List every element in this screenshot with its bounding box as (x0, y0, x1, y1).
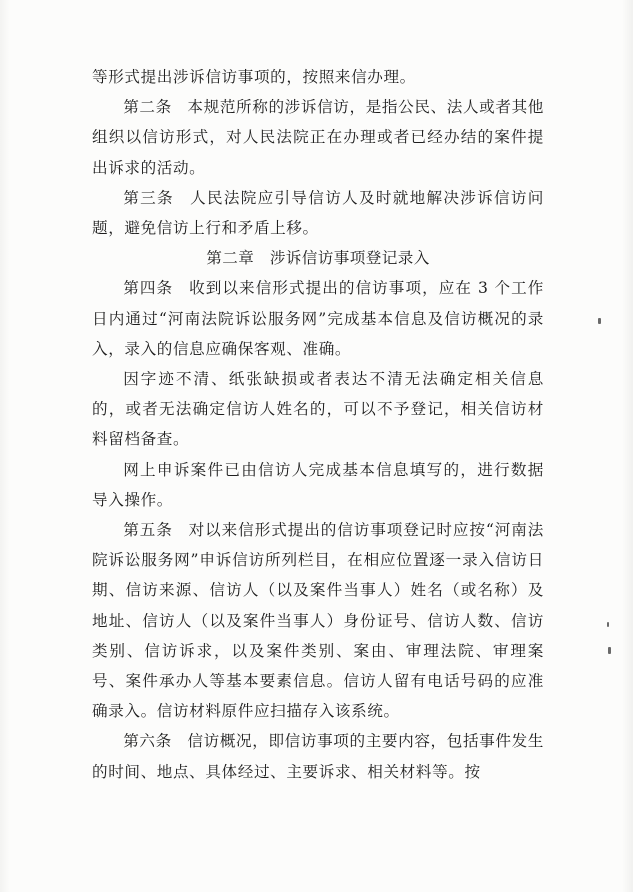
article-text: 收到以来信形式提出的信访事项，应在 3 个工作日内通过“河南法院诉讼服务网”完成基本信息及信访概况的录入，录入的信息应确保客观、准确。 (92, 279, 544, 358)
article-text: 对以来信形式提出的信访事项登记时应按“河南法院诉讼服务网”申诉信访所列栏目，在相应位置逐一录入信访日期、信访来源、信访人（以及案件当事人）姓名（或名称）及地址、信访人（以及案件当事人）身份证号、信访人数、信访类别、信访诉求，以及案件类别、案由、审理法院、审理案号、案件承办人等基本要素信息。信访人留有电话号码的应准确录入。信访材料原件应扫描存入该系统。 (92, 521, 544, 721)
article-label: 第四条 (123, 279, 174, 298)
paragraph-continuation (92, 62, 544, 92)
article-3 (92, 183, 544, 243)
article-2 (92, 92, 544, 183)
chapter-heading (92, 243, 544, 273)
article-5 (92, 515, 544, 726)
document-body (92, 62, 544, 787)
scan-speck (608, 647, 611, 654)
scan-speck (607, 622, 609, 627)
article-text: 信访概况，即信访事项的主要内容，包括事件发生的时间、地点、具体经过、主要诉求、相关材料等。按 (92, 732, 544, 781)
chapter-label: 第二章 (206, 249, 255, 268)
paragraph-text: 因字迹不清、纸张缺损或者表达不清无法确定相关信息的，或者无法确定信访人姓名的，可以不予登记，相关信访材料留档备查。 (92, 370, 544, 449)
article-label: 第五条 (123, 521, 173, 540)
paragraph-unregistered (92, 364, 544, 455)
article-label: 第三条 (123, 188, 174, 207)
article-4 (92, 273, 544, 364)
article-label: 第二条 (123, 98, 172, 117)
scan-speck (598, 318, 601, 324)
paragraph-text: 等形式提出涉诉信访事项的，按照来信办理。 (92, 68, 416, 86)
article-6 (92, 726, 544, 786)
chapter-title: 涉诉信访事项登记录入 (269, 249, 430, 268)
paragraph-text: 网上申诉案件已由信访人完成基本信息填写的，进行数据导入操作。 (92, 460, 544, 509)
paragraph-online-appeal (92, 455, 544, 515)
article-label: 第六条 (123, 732, 172, 751)
article-text: 人民法院应引导信访人及时就地解决涉诉信访问题，避免信访上行和矛盾上移。 (92, 188, 544, 238)
article-text: 本规范所称的涉诉信访，是指公民、法人或者其他组织以信访形式，对人民法院正在办理或者已经办结的案件提出诉求的活动。 (92, 98, 544, 177)
